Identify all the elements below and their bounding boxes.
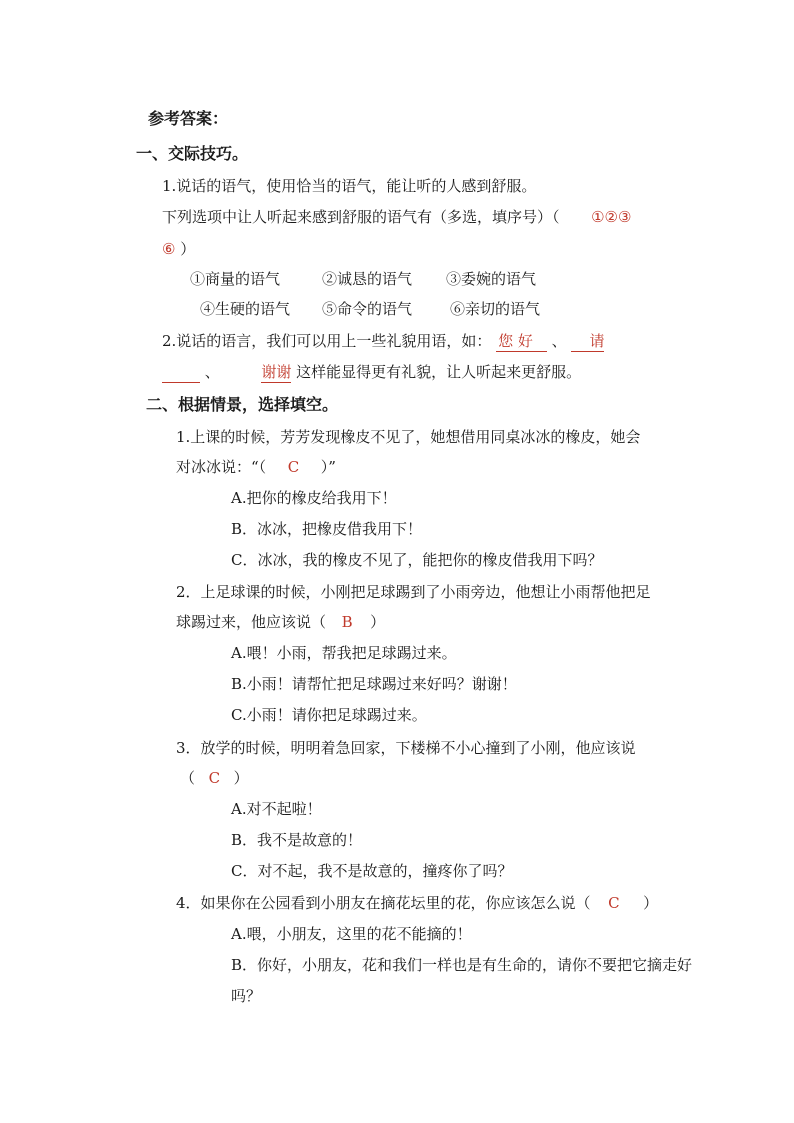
s2-q1-line1: 1.上课的时候，芳芳发现橡皮不见了，她想借用同桌冰冰的橡皮，她会	[176, 428, 641, 446]
s2-q1-prompt: 对冰冰说：“（	[176, 458, 267, 476]
s1-option-2: ②诚恳的语气	[322, 270, 413, 288]
s2-q4-prompt: 4．如果你在公园看到小朋友在摘花坛里的花，你应该怎么说（	[176, 894, 591, 912]
s1-q2-answer2b: 谢谢	[261, 363, 292, 381]
s2-q2-option-c: C.小雨！请你把足球踢过来。	[231, 706, 427, 724]
s1-q2-sep2: 、	[204, 363, 220, 381]
s1-q2-prompt: 2.说话的语言，我们可以用上一些礼貌用语，如：	[162, 332, 492, 350]
s1-option-3: ③委婉的语气	[446, 270, 537, 288]
s2-q4-answer: C	[608, 894, 620, 912]
s1-q1-answer-part2: ⑥	[162, 240, 176, 258]
s1-q2-line1	[162, 330, 604, 352]
s1-q1-answer-part1: ①②③	[591, 208, 632, 226]
s2-q4-option-a: A.喂，小朋友，这里的花不能摘的！	[231, 925, 472, 943]
s2-q1-line2	[176, 456, 336, 478]
s2-q2-line1: 2．上足球课的时候，小刚把足球踢到了小雨旁边，他想让小雨帮他把足	[176, 583, 651, 601]
s1-q2-line2	[162, 361, 581, 383]
s2-q4-option-b-cont: 吗？	[231, 987, 262, 1005]
s2-q1-option-a: A.把你的橡皮给我用下！	[231, 489, 397, 507]
s2-q4-option-b: B．你好，小朋友，花和我们一样也是有生命的，请你不要把它摘走好	[231, 956, 693, 974]
s2-q4-close: ）	[643, 894, 659, 912]
s2-q3-close: ）	[233, 769, 249, 787]
s2-q3-option-b: B．我不是故意的！	[231, 831, 363, 849]
s1-q2-sep1: 、	[551, 332, 567, 350]
s2-q2-option-a: A.喂！小雨，帮我把足球踢过来。	[231, 644, 457, 662]
s2-q1-option-b: B．冰冰，把橡皮借我用下！	[231, 520, 423, 538]
s1-q1-line3	[162, 238, 195, 260]
section2-heading: 二、根据情景，选择填空。	[146, 395, 339, 414]
s2-q1-close: ）”	[320, 458, 336, 476]
s2-q3-line2	[180, 767, 249, 789]
s2-q3-line1: 3．放学的时候，明明着急回家，下楼梯不小心撞到了小刚，他应该说	[176, 739, 636, 757]
s1-option-5: ⑤命令的语气	[322, 300, 413, 318]
s2-q2-line2	[176, 611, 385, 633]
s2-q4-line1	[176, 892, 658, 914]
s2-q2-prompt: 球踢过来，他应该说（	[176, 613, 327, 631]
s2-q3-open: （	[180, 769, 196, 787]
s1-q1-line1: 1.说话的语气，使用恰当的语气，能让听的人感到舒服。	[162, 177, 537, 195]
s1-q2-answer1: 您 好	[496, 331, 547, 352]
s1-q1-line2	[162, 206, 631, 228]
s2-q1-answer: C	[287, 458, 300, 476]
s2-q2-close: ）	[370, 613, 386, 631]
section1-heading: 一、交际技巧。	[136, 144, 249, 163]
s1-q1-prompt: 下列选项中让人听起来感到舒服的语气有（多选，填序号）（	[162, 208, 560, 226]
s1-option-1: ①商量的语气	[190, 270, 281, 288]
s2-q3-option-c: C．对不起，我不是故意的，撞疼你了吗？	[231, 862, 513, 880]
s2-q3-answer: C	[208, 769, 221, 787]
s1-q2-blank	[162, 364, 200, 383]
s2-q3-option-a: A.对不起啦！	[231, 800, 322, 818]
s1-q2-answer2a: 请	[571, 331, 604, 352]
s1-q1-close: ）	[180, 240, 196, 258]
s2-q1-option-c: C．冰冰，我的橡皮不见了，能把你的橡皮借我用下吗？	[231, 551, 603, 569]
s1-q2-post: 这样能显得更有礼貌，让人听起来更舒服。	[296, 363, 582, 381]
s2-q2-answer: B	[341, 613, 353, 631]
s1-option-6: ⑥亲切的语气	[450, 300, 541, 318]
s1-option-4: ④生硬的语气	[200, 300, 291, 318]
answer-title: 参考答案：	[148, 109, 229, 128]
s2-q2-option-b: B.小雨！请帮忙把足球踢过来好吗？谢谢！	[231, 675, 517, 693]
